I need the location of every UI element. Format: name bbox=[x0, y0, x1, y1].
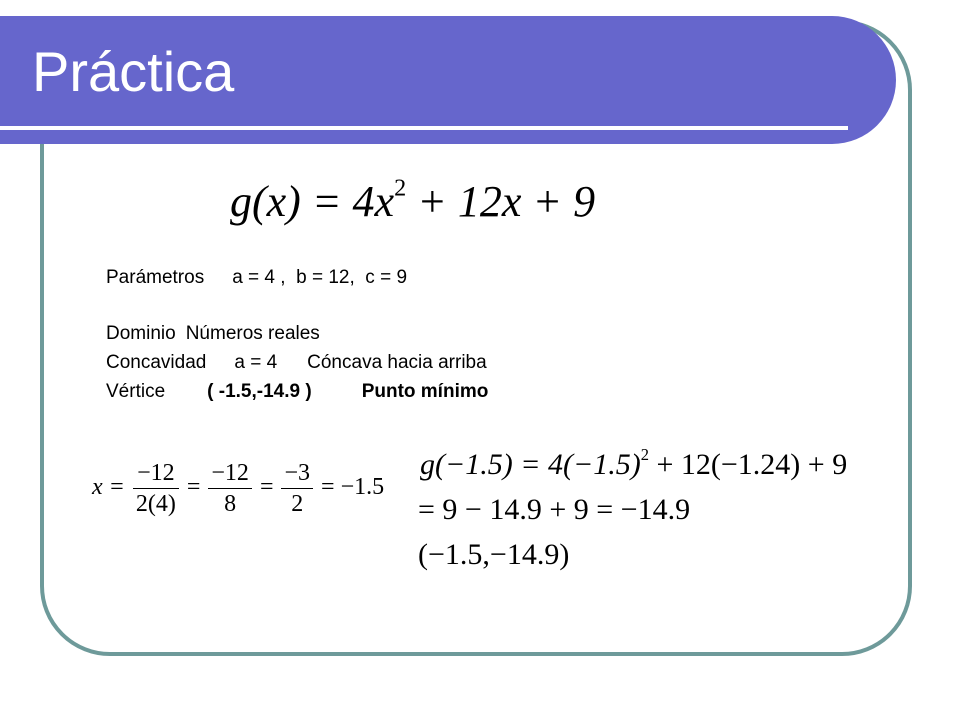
x-result: = −1.5 bbox=[321, 474, 385, 501]
vertice-line bbox=[106, 380, 488, 404]
vertice-type: Punto mínimo bbox=[361, 381, 489, 402]
vertice-label: Vértice bbox=[106, 381, 166, 402]
dominio-line bbox=[106, 322, 320, 346]
g-calc-line-3: (−1.5,−14.9) bbox=[418, 538, 570, 571]
dominio-value: Números reales bbox=[185, 323, 320, 344]
parametros-label: Parámetros bbox=[106, 267, 205, 288]
concavidad-value: Cóncava hacia arriba bbox=[307, 352, 487, 373]
equals-sign: = bbox=[186, 474, 201, 501]
g-calc-line-2: = 9 − 14.9 + 9 = −14.9 bbox=[418, 493, 691, 526]
fraction-1-denominator: 2(4) bbox=[135, 491, 176, 517]
fraction-3 bbox=[281, 458, 313, 519]
equation-suffix: + 12x + 9 bbox=[406, 177, 596, 226]
title-underline bbox=[0, 126, 848, 130]
concavidad-a: a = 4 bbox=[234, 352, 278, 373]
fraction-2 bbox=[208, 458, 252, 519]
parametros-value: a = 4 , b = 12, c = 9 bbox=[232, 267, 408, 288]
equation-prefix: g(x) = 4x bbox=[230, 177, 395, 226]
vertice-point: ( -1.5,-14.9 ) bbox=[207, 381, 312, 402]
concavidad-line bbox=[106, 351, 487, 375]
g-line1-b: + 12(−1.24) + 9 bbox=[648, 448, 848, 481]
fraction-3-denominator: 2 bbox=[291, 491, 304, 517]
g-calc-line-1 bbox=[420, 444, 848, 483]
concavidad-label: Concavidad bbox=[106, 352, 207, 373]
g-line1-a: g(−1.5) = 4(−1.5) bbox=[420, 448, 641, 481]
fraction-1-numerator: −12 bbox=[133, 458, 179, 489]
fraction-3-numerator: −3 bbox=[281, 458, 313, 489]
g-line1-exponent: 2 bbox=[640, 444, 649, 464]
fraction-1 bbox=[133, 458, 179, 519]
dominio-label: Dominio bbox=[106, 323, 176, 344]
x-lhs: x = bbox=[92, 474, 125, 501]
main-equation bbox=[230, 176, 595, 228]
equals-sign: = bbox=[259, 474, 274, 501]
parametros-line bbox=[106, 266, 407, 290]
fraction-2-denominator: 8 bbox=[224, 491, 237, 517]
fraction-2-numerator: −12 bbox=[208, 458, 252, 489]
x-calculation bbox=[92, 458, 384, 519]
equation-exponent: 2 bbox=[394, 174, 407, 202]
slide-title: Práctica bbox=[32, 40, 235, 103]
